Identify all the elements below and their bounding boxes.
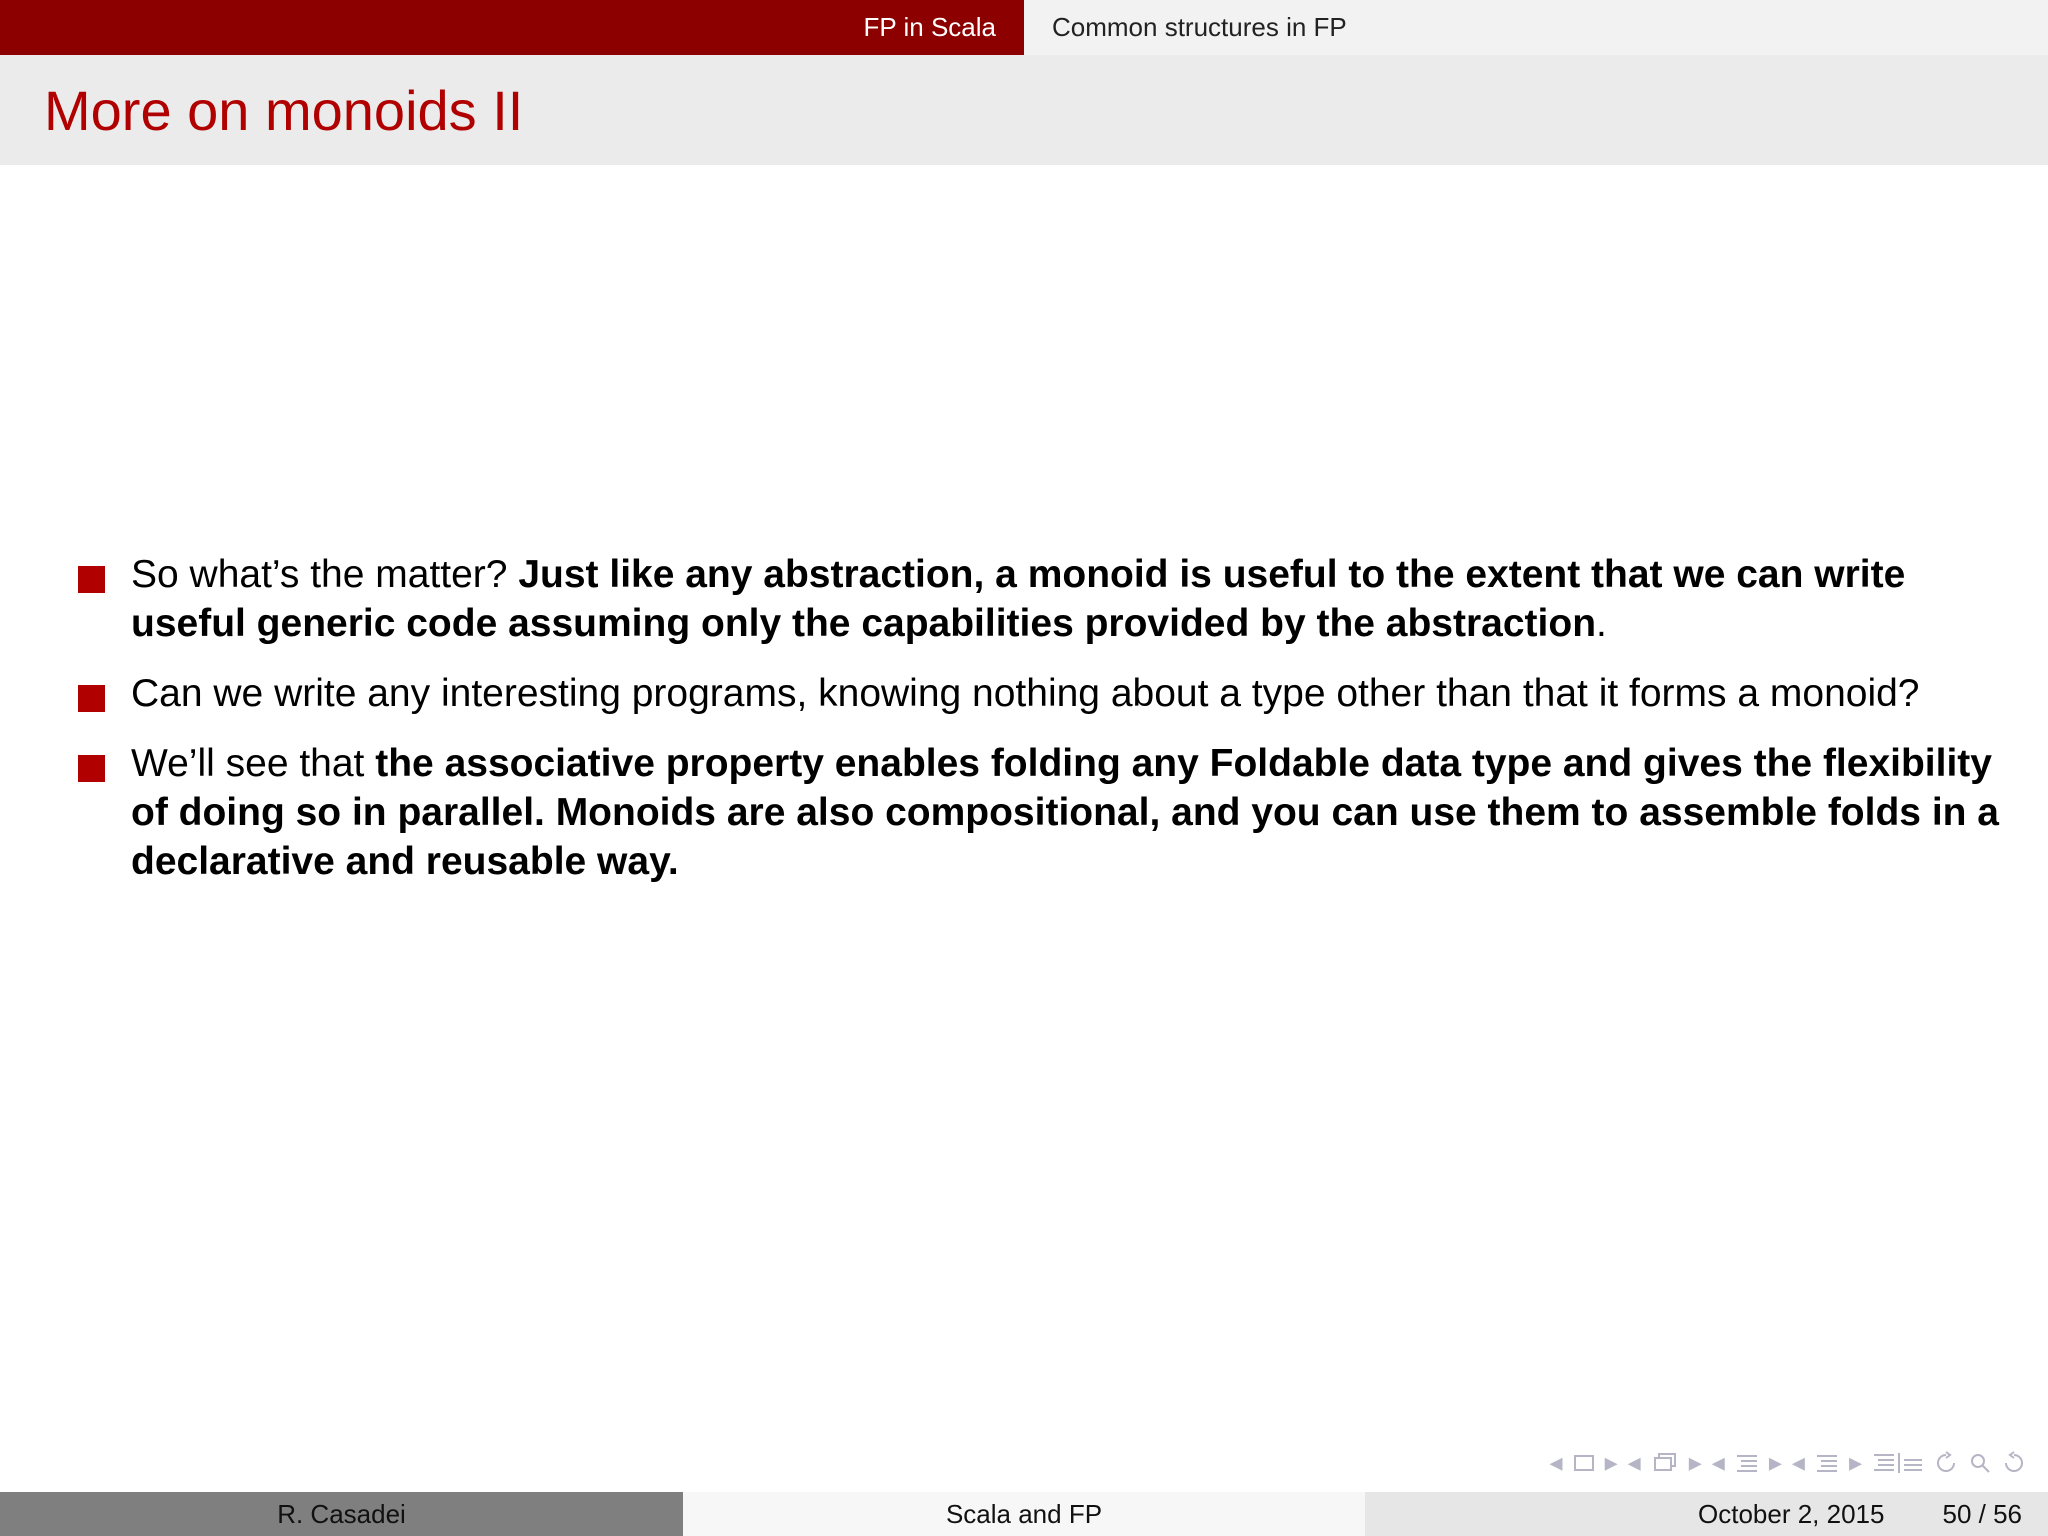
frame-title: More on monoids II bbox=[44, 78, 524, 142]
section-icon[interactable] bbox=[1735, 1452, 1759, 1474]
document-icon[interactable] bbox=[1872, 1451, 1924, 1475]
bullet-item bbox=[78, 739, 2018, 886]
bullet-item bbox=[78, 669, 2018, 718]
prev-arrow-icon[interactable]: ◂ bbox=[1791, 1447, 1805, 1477]
bullet-text-normal: We’ll see that bbox=[131, 742, 376, 785]
footer-author: R. Casadei bbox=[0, 1492, 683, 1536]
bullet-item bbox=[78, 550, 2018, 648]
footer-date: October 2, 2015 bbox=[1698, 1498, 1885, 1529]
prev-arrow-icon[interactable]: ◂ bbox=[1549, 1447, 1563, 1477]
nav-section-common-structures[interactable]: Common structures in FP bbox=[1024, 0, 2048, 55]
search-icon[interactable] bbox=[1968, 1451, 1992, 1475]
bullet-text-normal: Can we write any interesting programs, knowing nothing about a type other than that it forms a monoid? bbox=[131, 672, 1920, 715]
next-arrow-icon[interactable]: ▸ bbox=[1848, 1447, 1862, 1477]
bullet-text-bold: Just like any abstraction, a monoid is useful to the extent that we can write useful generic code assuming only the capabilities provided by the abstraction bbox=[131, 553, 1906, 645]
square-bullet-icon bbox=[78, 685, 105, 712]
redo-icon[interactable] bbox=[2002, 1451, 2026, 1475]
top-header-bar bbox=[0, 0, 2048, 55]
slide-body bbox=[78, 550, 2018, 907]
frame-title-bar bbox=[0, 55, 2048, 165]
frame-icon[interactable] bbox=[1573, 1454, 1595, 1472]
beamer-navigation-symbols bbox=[1550, 1447, 2027, 1478]
footer-short-title: Scala and FP bbox=[683, 1492, 1365, 1536]
square-bullet-icon bbox=[78, 566, 105, 593]
prev-arrow-icon[interactable]: ◂ bbox=[1711, 1447, 1725, 1477]
bullet-text-normal: . bbox=[1596, 602, 1607, 645]
bullet-text-bold: the associative property enables folding any Foldable data type and gives the flexibility of doing so in parallel. Monoids are also compositional, and you can use them to assemble folds in a declarative and reusable way. bbox=[131, 742, 2000, 883]
square-bullet-icon bbox=[78, 755, 105, 782]
prev-arrow-icon[interactable]: ◂ bbox=[1627, 1447, 1641, 1477]
next-arrow-icon[interactable]: ▸ bbox=[1768, 1447, 1782, 1477]
bullet-text-normal: So what’s the matter? bbox=[131, 553, 519, 596]
footer-bar bbox=[0, 1492, 2048, 1536]
undo-icon[interactable] bbox=[1934, 1451, 1958, 1475]
nav-section-fp-in-scala[interactable]: FP in Scala bbox=[0, 0, 1024, 55]
next-arrow-icon[interactable]: ▸ bbox=[1604, 1447, 1618, 1477]
next-arrow-icon[interactable]: ▸ bbox=[1688, 1447, 1702, 1477]
subsection-icon[interactable] bbox=[1651, 1452, 1679, 1474]
footer-page-number: 50 / 56 bbox=[1942, 1498, 2022, 1529]
footer-date-page bbox=[1365, 1492, 2048, 1536]
section-icon[interactable] bbox=[1815, 1452, 1839, 1474]
